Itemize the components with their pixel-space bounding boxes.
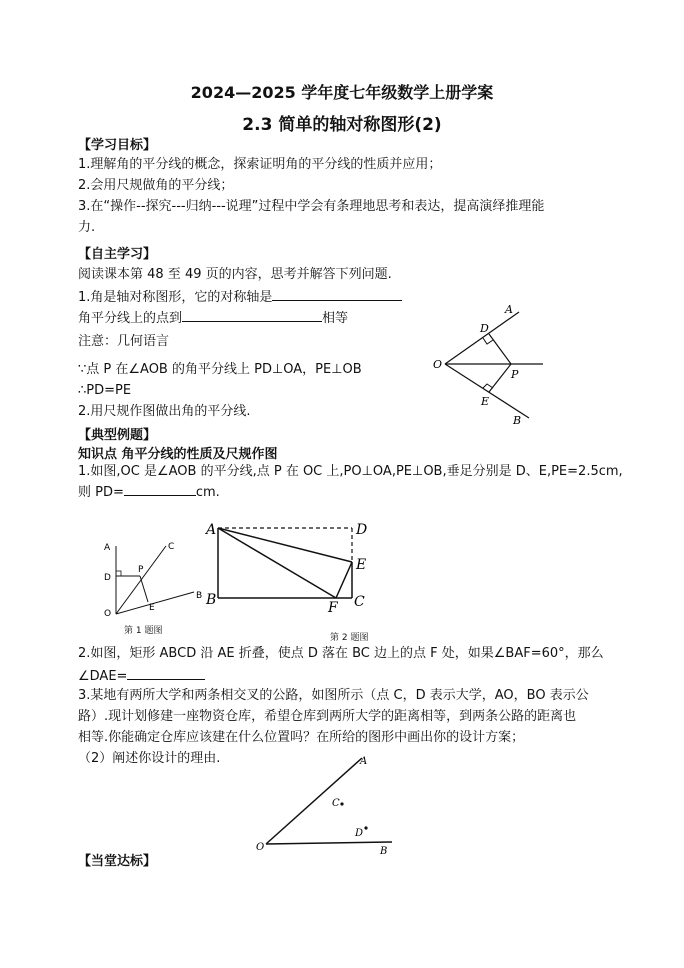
goal-item: 2.会用尺规做角的平分线；	[78, 178, 234, 193]
goal-item: 1.理解角的平分线的概念，探索证明角的平分线的性质并应用；	[78, 157, 442, 172]
fig3-label-D: D	[355, 828, 364, 839]
fig2-label-B: B	[206, 592, 217, 608]
fig3-label-B: B	[380, 846, 388, 857]
angle-bisector-figure	[425, 300, 555, 430]
label-P: P	[511, 368, 519, 381]
fig2-label-F: F	[328, 600, 338, 616]
example-2: 2.如图，矩形 ABCD 沿 AE 折叠，使点 D 落在 BC 边上的点 F 处，如果∠BAF=60°，那么	[78, 646, 604, 661]
figure-1-caption: 第 1 题图	[124, 626, 163, 636]
fig1-label-E: E	[149, 603, 155, 613]
fig2-label-D: D	[356, 522, 368, 538]
note-text: 注意：几何语言	[78, 334, 170, 349]
figure-3	[250, 754, 400, 858]
figure-2	[200, 518, 385, 630]
label-A: A	[505, 303, 513, 316]
goal-item: 力.	[78, 220, 96, 235]
label-O: O	[433, 358, 443, 371]
example-1-answer	[78, 481, 220, 503]
geometry-conclusion: ∴PD=PE	[78, 383, 132, 398]
example-2-answer	[78, 665, 205, 687]
fig1-label-A: A	[104, 543, 111, 553]
fig1-label-O: O	[104, 609, 112, 619]
fig1-label-C: C	[168, 542, 175, 552]
fig3-label-C: C	[332, 798, 340, 809]
ex2-prefix: ∠DAE=	[78, 669, 128, 684]
example-1: 1.如图,OC 是∠AOB 的平分线,点 P 在 OC 上,PO⊥OA,PE⊥OB,垂足分别是 D、E,PE=2.5cm,	[78, 464, 623, 479]
answer-blank[interactable]	[182, 307, 322, 322]
geometry-premise: ∵点 P 在∠AOB 的角平分线上 PD⊥OA，PE⊥OB	[78, 362, 362, 377]
fig2-label-C: C	[354, 594, 365, 610]
example-3-line-3: 相等.你能确定仓库应该建在什么位置吗？在所给的图形中画出你的设计方案；	[78, 730, 525, 745]
ex1-prefix: 则 PD=	[78, 485, 124, 500]
example-3: 3.某地有两所大学和两条相交叉的公路，如图所示（点 C，D 表示大学，AO，BO 表示公	[78, 688, 589, 703]
self-study-heading: 【自主学习】	[78, 247, 157, 262]
example-3-line-2: 路）.现计划修建一座物资仓库，希望仓库到两所大学的距离相等，到两条公路的距离也	[78, 709, 577, 724]
fig1-label-B: B	[196, 591, 203, 601]
fig3-label-A: A	[360, 756, 368, 767]
self-study-q2: 2.用尺规作图做出角的平分线.	[78, 404, 251, 419]
goal-item: 3.在“操作--探究---归纳---说理”过程中学会有条理地思考和表达，提高演绎推理能	[78, 199, 545, 214]
goals-heading: 【学习目标】	[78, 138, 157, 153]
figure-2-caption: 第 2 题图	[330, 633, 369, 643]
self-study-intro: 阅读课本第 48 至 49 页的内容，思考并解答下列问题.	[78, 267, 392, 282]
fig2-label-A: A	[206, 522, 217, 538]
q1b-suffix: 相等	[322, 311, 349, 326]
answer-blank[interactable]	[272, 286, 402, 301]
fig3-label-O: O	[256, 842, 265, 853]
example-3-line-4: （2）阐述你设计的理由.	[78, 751, 221, 766]
q1b-text: 角平分线上的点到	[78, 311, 183, 326]
self-study-q1b	[78, 307, 348, 329]
label-D: D	[480, 322, 489, 335]
page-title: 2024—2025 学年度七年级数学上册学案	[190, 83, 494, 102]
label-E: E	[481, 395, 490, 408]
label-B: B	[513, 414, 522, 427]
answer-blank[interactable]	[124, 481, 196, 496]
knowledge-point: 知识点 角平分线的性质及尺规作图	[78, 447, 278, 462]
self-study-q1	[78, 286, 402, 308]
fig2-label-E: E	[356, 557, 367, 573]
q1-text: 1.角是轴对称图形，它的对称轴是	[78, 290, 273, 305]
fig1-label-P: P	[138, 565, 144, 575]
page-subtitle: 2.3 简单的轴对称图形(2)	[242, 115, 442, 135]
fig1-label-D: D	[104, 573, 111, 583]
answer-blank[interactable]	[127, 665, 205, 680]
practice-heading: 【当堂达标】	[78, 854, 157, 869]
examples-heading: 【典型例题】	[78, 428, 157, 443]
ex1-suffix: cm.	[195, 485, 220, 500]
